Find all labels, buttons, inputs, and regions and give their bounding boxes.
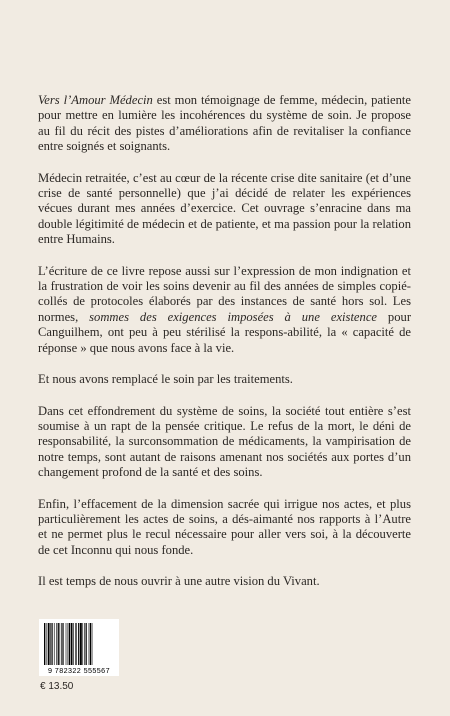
paragraph-collapse: Dans cet effondrement du système de soins, la société tout entière s’est soumise à un rapt de la pensée critique. Le refus de la mort, le déni de responsabilité, la surconsommation de médicaments, la vampirisation de notre temps, sont autant de raisons amenant nos sociétés aux portes d’un changement profond de la santé et des soins. [38,403,411,480]
paragraph-intro-text: est mon témoignage de femme, médecin, patiente pour mettre en lumière les incohérences du système de soin. Je propose au fil du récit des pistes d’améliorations afin de revitaliser la confiance entre soignés et soignants. [38,93,412,154]
paragraph-treatments: Et nous avons remplacé le soin par les traitements. [38,372,293,387]
paragraph-sacred: Enfin, l’effacement de la dimension sacrée qui irrigue nos actes, et plus particulièrement les actes de soins, a dés-aimanté nos rapports à l’Autre et ne permet plus le recul nécessaire pour aller vers soi, à la découverte de cet Inconnu qui nous fonde. [38,496,411,557]
book-title: Vers l’Amour Médecin [38,93,153,107]
paragraph-intro [38,93,411,155]
canguilhem-quote: sommes des exigences imposées à une existence [89,309,378,324]
paragraph-indignation-a: L’écriture de ce livre repose aussi sur l’expression de mon indignation et la frustration de voir les soins devenir au fil des années de simples copié-collés de protocoles élaborés par des instances de santé hors sol. Les normes, [38,263,411,324]
paragraph-indignation-b: pour Canguilhem, ont peu à peu stérilisé la respons-abilité, la « capacité de réponse » que nous avons face à la vie. [38,309,412,355]
price-label: € 13.50 [40,681,74,692]
isbn-barcode [39,619,119,676]
barcode-bars-icon [43,623,115,665]
barcode-digits: 9 782322 555567 [48,666,110,675]
paragraph-indignation [38,264,411,356]
back-cover-text [38,93,411,606]
paragraph-conclusion: Il est temps de nous ouvrir à une autre vision du Vivant. [38,574,320,589]
paragraph-author: Médecin retraitée, c’est au cœur de la récente crise dite sanitaire (et d’une crise de santé personnelle) que j’ai décidé de relater les expériences vécues durant mes années d’exercice. Cet ouvrage s’enracine dans ma double légitimité de médecin et de patiente, et ma passion pour la relation entre Humains. [38,170,411,247]
